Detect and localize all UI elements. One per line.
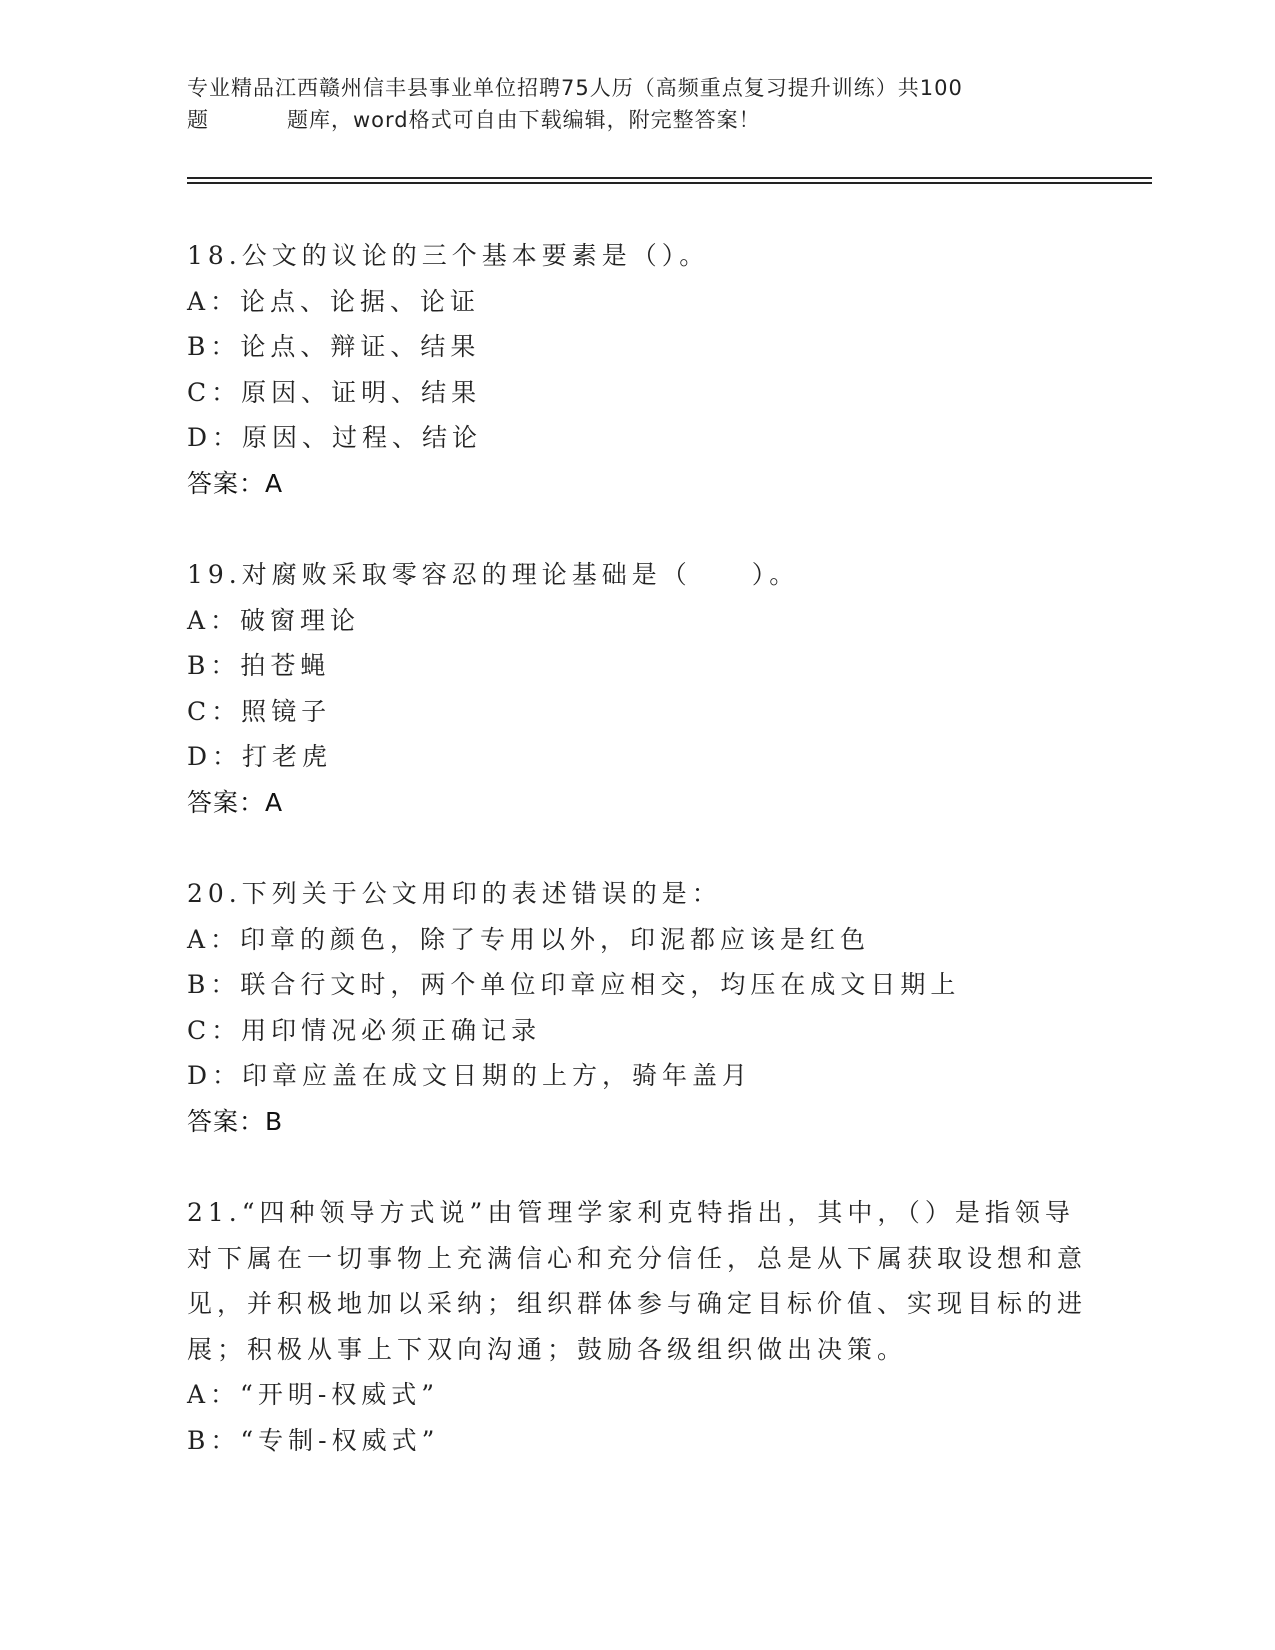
answer: 答案：A [187,787,284,817]
question-21 [187,1190,1087,1463]
question-20 [187,871,1087,1144]
option-b: B：联合行文时，两个单位印章应相交，均压在成文日期上 [187,970,961,999]
option-c: C：照镜子 [187,696,332,726]
option-b: B：拍苍蝇 [187,651,331,680]
header-title-line2-rest: 题库，word格式可自由下载编辑，附完整答案！ [287,108,761,132]
question-stem: 21.“四种领导方式说”由管理学家利克特指出，其中，（）是指领导对下属在一切事物上充满信心和充分信任，总是从下属获取设想和意见，并积极地加以采纳；组织群体参与确定目标价值、实现目标的进展；积极从事上下双向沟通；鼓励各级组织做出决策。 [187,1198,1088,1364]
option-a: A：印章的颜色，除了专用以外，印泥都应该是红色 [187,924,871,954]
document-header [187,72,1087,136]
header-divider-bottom [187,182,1152,184]
option-d: D：打老虎 [187,742,333,771]
question-18 [187,233,1087,506]
question-stem: 18.公文的议论的三个基本要素是（）。 [187,241,710,270]
header-divider-top [187,177,1152,179]
question-19 [187,552,1087,825]
option-b: B：“专制-权威式” [187,1425,440,1455]
question-stem: 19.对腐败采取零容忍的理论基础是（ ）。 [187,560,800,589]
header-title-line2 [187,104,1087,136]
option-d: D：原因、过程、结论 [187,423,483,452]
answer: 答案：A [187,468,284,498]
option-c: C：原因、证明、结果 [187,377,482,407]
answer: 答案：B [187,1106,284,1136]
option-c: C：用印情况必须正确记录 [187,1015,542,1045]
question-list [187,233,1087,1509]
question-stem: 20.下列关于公文用印的表述错误的是： [187,879,722,908]
header-title-line2-start: 题 [187,108,209,132]
option-d: D：印章应盖在成文日期的上方，骑年盖月 [187,1061,753,1090]
option-a: A：“开明-权威式” [187,1380,440,1409]
header-title-line1: 专业精品江西赣州信丰县事业单位招聘75人历（高频重点复习提升训练）共100 [187,76,963,100]
option-a: A：论点、论据、论证 [187,286,481,316]
option-a: A：破窗理论 [187,605,361,635]
option-b: B：论点、辩证、结果 [187,332,481,361]
